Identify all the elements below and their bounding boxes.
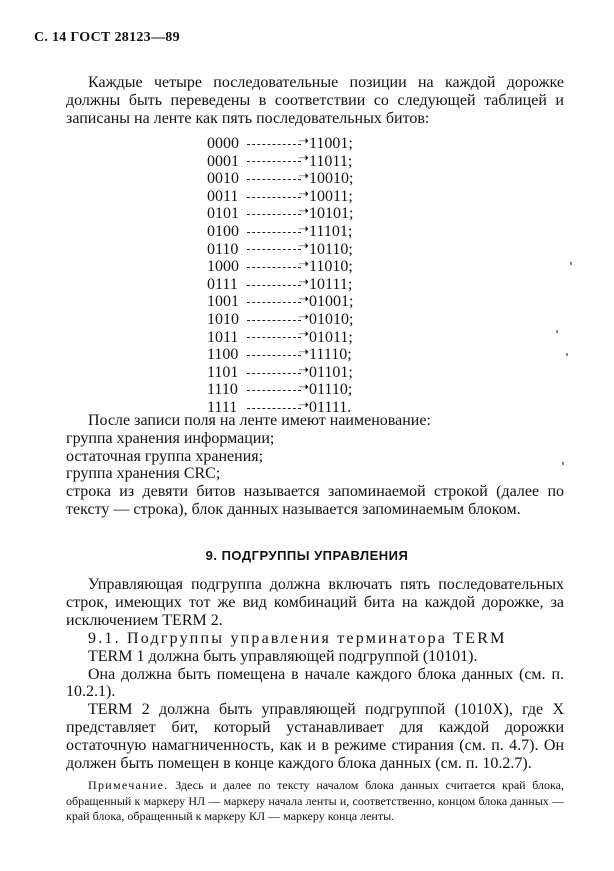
mapping-row	[207, 311, 407, 329]
mapping-target-code: 01101;	[309, 363, 353, 381]
mapping-target-code: 10101;	[309, 205, 354, 223]
mapping-source-code: 0111	[207, 275, 238, 293]
mapping-source-code: 1100	[207, 346, 239, 364]
mapping-target-code: 11011;	[309, 152, 353, 170]
footnote	[66, 778, 564, 825]
mapping-row	[207, 276, 407, 294]
scan-speck	[570, 262, 572, 265]
term2-definition: TERM 2 должна быть управляющей подгруппой (1010X), где X представляет бит, который устанавливает для каждой дорожки остаточную намагниченность, как и в режиме стирания (см. п. 4.7). Он должен быть помещен в конце каждого блока данных (см. п. 10.2.7).	[66, 701, 564, 773]
mapping-row	[207, 205, 407, 223]
mapping-target-code: 01010;	[309, 310, 354, 328]
right-arrow-icon: ➝	[245, 208, 309, 220]
mapping-source-code: 1001	[207, 293, 239, 311]
mapping-row	[207, 153, 407, 171]
note-label: Примечание.	[88, 778, 169, 792]
section-paragraph-1: Управляющая подгруппа должна включать пять последовательных строк, имеющих тот же вид комбинаций бита на каждой дорожке, за исключением TERM 2.	[66, 576, 564, 629]
mapping-target-code: 11010;	[309, 258, 353, 276]
page-header: С. 14 ГОСТ 28123—89	[34, 30, 180, 45]
scan-speck	[556, 330, 558, 333]
right-arrow-icon: ➝	[245, 173, 309, 185]
mapping-row	[207, 188, 407, 206]
term1-definition: TERM 1 должна быть управляющей подгруппой (10101).	[88, 647, 478, 665]
right-arrow-icon: ➝	[245, 384, 309, 396]
right-arrow-icon: ➝	[245, 261, 309, 273]
mapping-source-code: 1110	[207, 381, 238, 399]
scan-speck	[566, 353, 568, 356]
mapping-source-code: 1101	[207, 363, 239, 381]
right-arrow-icon: ➝	[245, 243, 309, 255]
mapping-target-code: 11110;	[309, 346, 352, 364]
mapping-target-code: 10010;	[309, 170, 354, 188]
note-text: Здесь и далее по тексту началом блока данных считается край блока, обращенный к маркеру НЛ — маркеру начала ленты и, соответственно, концом блока данных — край блока, обращенный к маркеру КЛ — маркеру конца ленты.	[66, 778, 564, 823]
right-arrow-icon: ➝	[245, 279, 309, 291]
mapping-row	[207, 381, 407, 399]
right-arrow-icon: ➝	[245, 349, 309, 361]
mapping-source-code: 1111	[207, 398, 238, 416]
mapping-source-code: 0001	[207, 152, 239, 170]
mapping-target-code: 11101;	[309, 222, 353, 240]
mapping-row	[207, 293, 407, 311]
mapping-target-code: 10111;	[309, 275, 353, 293]
mapping-row	[207, 346, 407, 364]
mapping-row	[207, 135, 407, 153]
mapping-target-code: 10011;	[309, 187, 353, 205]
right-arrow-icon: ➝	[245, 296, 309, 308]
intro-text: Каждые четыре последовательные позиции на каждой дорожке должны быть переведены в соответствии со следующей таблицей и записаны на ленте как пять последовательных битов:	[66, 74, 564, 127]
mapping-row	[207, 223, 407, 241]
field-names-intro: После записи поля на ленте имеют наименование:	[88, 412, 431, 429]
mapping-source-code: 0010	[207, 170, 239, 188]
bit-mapping-table	[207, 135, 407, 417]
scan-speck	[562, 462, 564, 465]
field-names-block	[66, 412, 564, 519]
mapping-source-code: 0100	[207, 222, 239, 240]
field-name-residual-group: остаточная группа хранения;	[66, 447, 264, 465]
mapping-target-code: 01111.	[309, 398, 352, 416]
right-arrow-icon: ➝	[245, 155, 309, 167]
section-body	[66, 576, 564, 773]
field-name-crc-group: группа хранения CRC;	[66, 465, 221, 483]
mapping-target-code: 11001;	[309, 135, 353, 152]
mapping-row	[207, 170, 407, 188]
right-arrow-icon: ➝	[245, 367, 309, 379]
mapping-target-code: 10110;	[309, 240, 353, 258]
mapping-source-code: 0000	[207, 135, 239, 152]
mapping-target-code: 01011;	[309, 328, 353, 346]
mapping-source-code: 1010	[207, 310, 239, 328]
mapping-row	[207, 258, 407, 276]
field-name-info-group: группа хранения информации;	[66, 429, 275, 447]
mapping-row	[207, 241, 407, 259]
right-arrow-icon: ➝	[245, 402, 309, 414]
mapping-source-code: 0101	[207, 205, 239, 223]
intro-paragraph	[66, 74, 564, 128]
right-arrow-icon: ➝	[245, 331, 309, 343]
mapping-source-code: 1011	[207, 328, 239, 346]
field-name-string-definition: строка из девяти битов называется запоминаемой строкой (далее по тексту — строка), блок данных называется запоминаемым блоком.	[66, 483, 564, 518]
right-arrow-icon: ➝	[245, 138, 309, 150]
term1-placement: Она должна быть помещена в начале каждого блока данных (см. п. 10.2.1).	[66, 665, 564, 701]
section-title: 9. ПОДГРУППЫ УПРАВЛЕНИЯ	[205, 548, 409, 563]
right-arrow-icon: ➝	[245, 226, 309, 238]
right-arrow-icon: ➝	[245, 314, 309, 326]
mapping-row	[207, 364, 407, 382]
mapping-row	[207, 329, 407, 347]
subsection-heading: 9.1. Подгруппы управления терминатора TERM	[88, 629, 507, 647]
mapping-target-code: 01001;	[309, 293, 354, 311]
mapping-source-code: 1000	[207, 258, 239, 276]
mapping-target-code: 01110;	[309, 381, 353, 399]
mapping-source-code: 0011	[207, 187, 239, 205]
mapping-source-code: 0110	[207, 240, 239, 258]
right-arrow-icon: ➝	[245, 191, 309, 203]
